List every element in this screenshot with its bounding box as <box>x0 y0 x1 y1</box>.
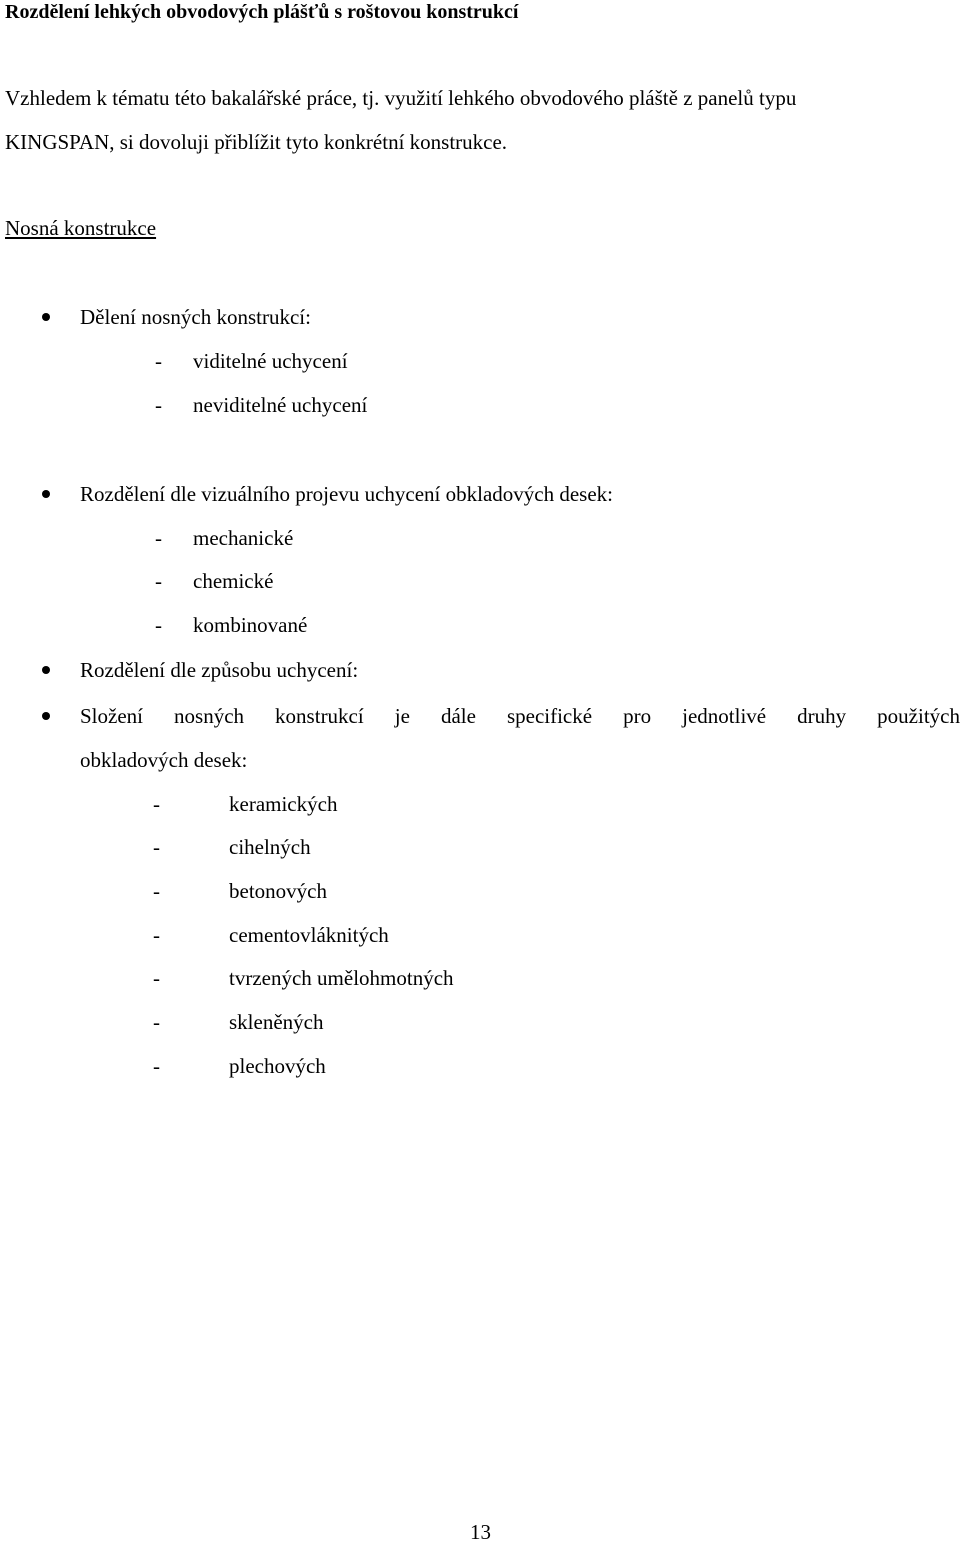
dash-marker: - <box>153 1010 160 1034</box>
bullet-4-item-5: tvrzených umělohmotných <box>229 966 454 990</box>
bullet-4-item-4: cementovláknitých <box>229 923 389 947</box>
bullet-icon <box>42 712 50 720</box>
bullet-4-item-6: skleněných <box>229 1010 324 1034</box>
page-number: 13 <box>470 1520 491 1544</box>
dash-marker: - <box>155 393 162 417</box>
dash-marker: - <box>155 569 162 593</box>
bullet-icon <box>42 490 50 498</box>
bullet-1-item-2: neviditelné uchycení <box>193 393 368 417</box>
bullet-4-item-7: plechových <box>229 1054 326 1078</box>
section-heading: Rozdělení lehkých obvodových plášťů s roštovou konstrukcí <box>5 1 519 23</box>
bullet-2-item-2: chemické <box>193 569 274 593</box>
bullet-3-text: Rozdělení dle způsobu uchycení: <box>80 658 359 682</box>
subheading-nosna-konstrukce: Nosná konstrukce <box>5 216 157 240</box>
intro-line-1: Vzhledem k tématu této bakalářské práce, tj. využití lehkého obvodového pláště z panelů typu <box>5 86 797 110</box>
bullet-1-text: Dělení nosných konstrukcí: <box>80 305 311 329</box>
bullet-4-item-2: cihelných <box>229 835 311 859</box>
dash-marker: - <box>155 349 162 373</box>
dash-marker: - <box>153 1054 160 1078</box>
bullet-2-item-1: mechanické <box>193 526 294 550</box>
dash-marker: - <box>153 792 160 816</box>
bullet-4-item-3: betonových <box>229 879 327 903</box>
bullet-4-line-2: obkladových desek: <box>80 748 248 772</box>
bullet-2-text: Rozdělení dle vizuálního projevu uchycení obkladových desek: <box>80 482 614 506</box>
bullet-icon <box>42 313 50 321</box>
dash-marker: - <box>153 966 160 990</box>
bullet-4-line-1: Složení nosných konstrukcí je dále specifické pro jednotlivé druhy použitých <box>80 704 960 728</box>
bullet-icon <box>42 666 50 674</box>
dash-marker: - <box>153 879 160 903</box>
dash-marker: - <box>153 835 160 859</box>
bullet-2-item-3: kombinované <box>193 613 308 637</box>
dash-marker: - <box>153 923 160 947</box>
intro-line-2: KINGSPAN, si dovoluji přiblížit tyto konkrétní konstrukce. <box>5 130 508 154</box>
bullet-1-item-1: viditelné uchycení <box>193 349 348 373</box>
dash-marker: - <box>155 526 162 550</box>
dash-marker: - <box>155 613 162 637</box>
bullet-4-item-1: keramických <box>229 792 338 816</box>
